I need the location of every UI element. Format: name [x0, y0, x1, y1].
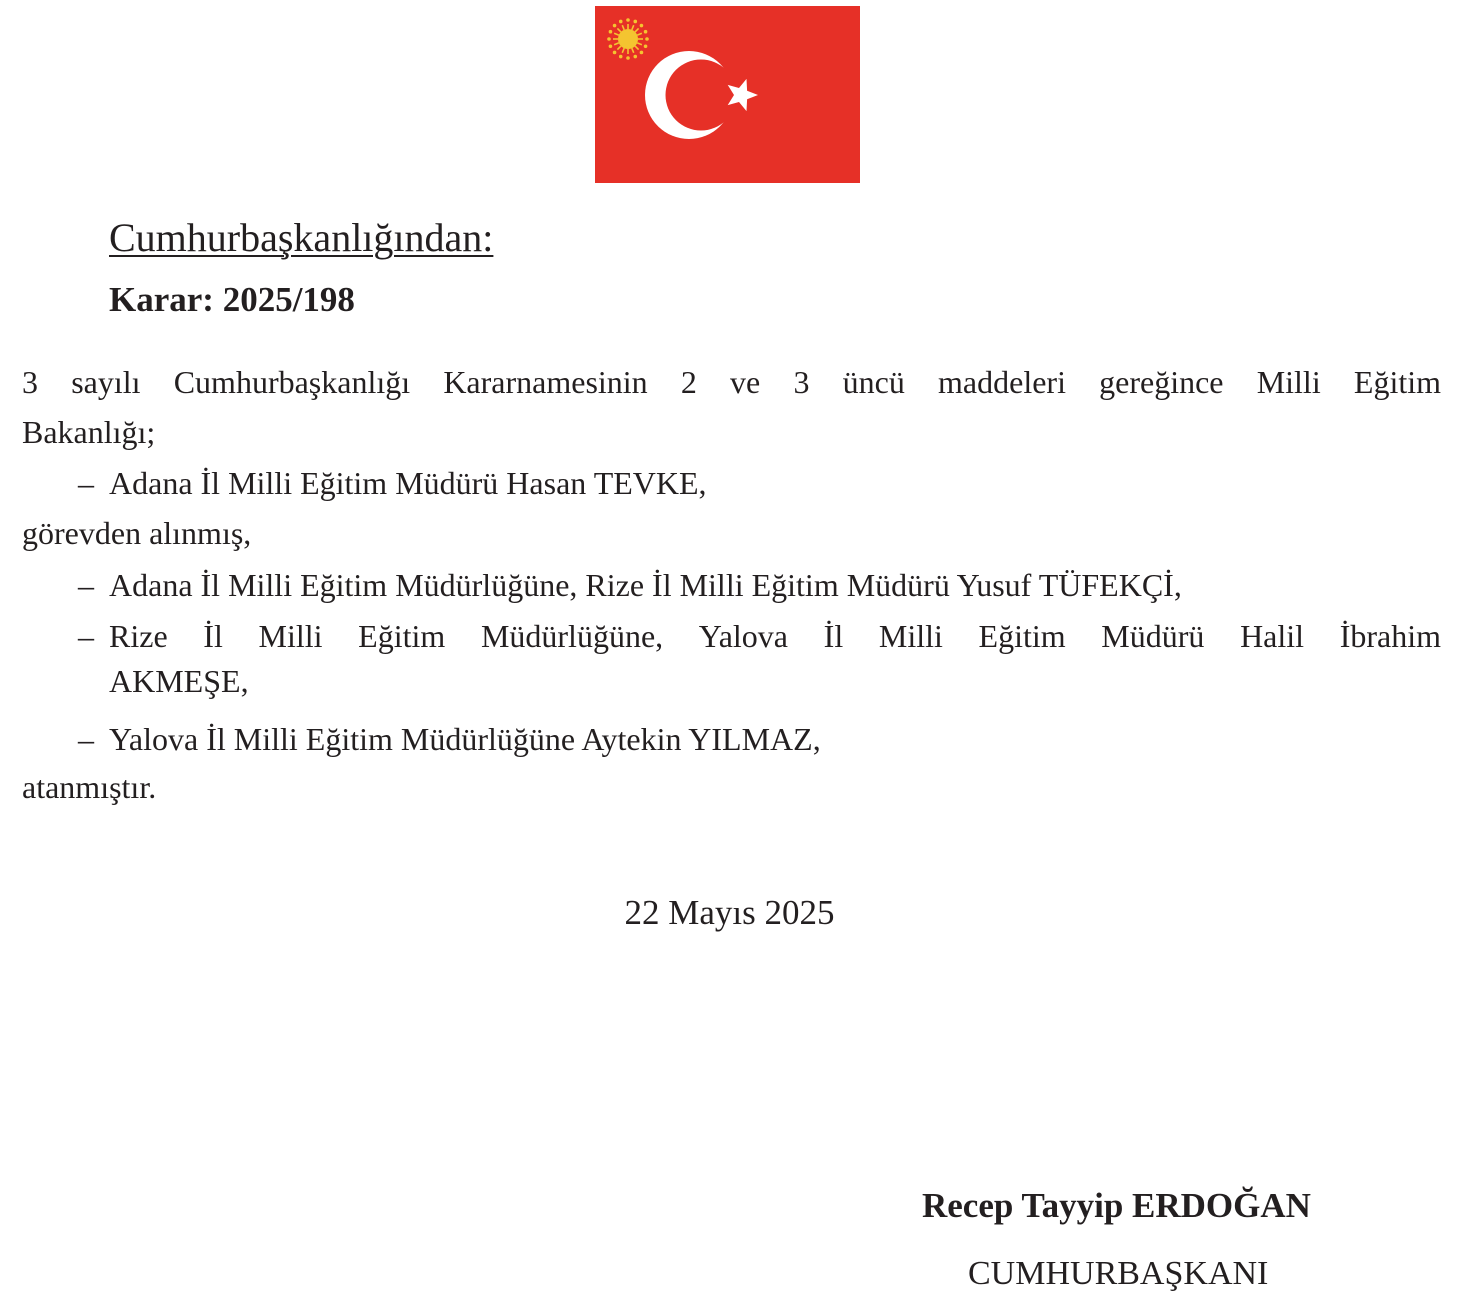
intro-word: gereğince [1099, 364, 1224, 400]
decision-number: Karar: 2025/198 [109, 280, 355, 319]
appointment-item-1 [78, 563, 1441, 608]
emblem-star-icon [619, 55, 623, 59]
appointment-2-word: Eğitim [978, 618, 1066, 654]
intro-word: Milli [1256, 364, 1321, 400]
decision-date: 22 Mayıs 2025 [624, 893, 835, 932]
appointment-2-word: Milli [878, 618, 943, 654]
intro-word: üncü [842, 364, 905, 400]
emblem-star-icon [644, 30, 648, 34]
intro-line-2: Bakanlığı; [22, 414, 156, 450]
intro-word: Kararnamesinin [443, 364, 648, 400]
emblem-star-icon [619, 20, 623, 24]
intro-word: 3 [793, 364, 810, 400]
removal-suffix: görevden alınmış, [22, 515, 252, 551]
appointment-text-2 [109, 614, 1441, 659]
dash-bullet: – [78, 465, 94, 501]
appointment-2-word: Yalova [698, 618, 788, 654]
intro-word: sayılı [71, 364, 141, 400]
removal-item [78, 461, 1441, 506]
intro-line-1 [22, 362, 1441, 402]
signer-title: CUMHURBAŞKANI [968, 1255, 1269, 1292]
intro-word: 2 [680, 364, 697, 400]
emblem-star-icon [633, 55, 637, 59]
removal-text: Adana İl Milli Eğitim Müdürü Hasan TEVKE, [109, 465, 707, 501]
emblem-star-icon [613, 51, 617, 55]
appointment-2-word: Eğitim [358, 618, 446, 654]
emblem-star-icon [613, 24, 617, 28]
emblem-star-icon [607, 37, 611, 41]
appointment-suffix: atanmıştır. [22, 769, 157, 805]
dash-bullet: – [78, 567, 94, 603]
appointment-2-word: Müdürlüğüne, [480, 618, 664, 654]
appointment-2-word: İl [203, 618, 223, 654]
intro-word: Cumhurbaşkanlığı [173, 364, 411, 400]
appointment-item-2 [78, 614, 1441, 704]
emblem-star-icon [609, 30, 613, 34]
appointment-text-1: Adana İl Milli Eğitim Müdürlüğüne, Rize İl Milli Eğitim Müdürü Yusuf TÜFEKÇİ, [109, 567, 1182, 603]
appointment-2-word: İbrahim [1339, 618, 1441, 654]
appointment-2-word: Müdürü [1101, 618, 1205, 654]
emblem-star-icon [644, 44, 648, 48]
presidential-flag-icon [595, 6, 860, 183]
appointment-2-word: İl [823, 618, 844, 654]
issuing-authority: Cumhurbaşkanlığından: [109, 215, 494, 260]
intro-word: ve [730, 364, 761, 400]
intro-word: 3 [22, 364, 38, 400]
appointment-text-2-continued: AKMEŞE, [109, 663, 249, 699]
emblem-star-icon [626, 18, 630, 22]
appointment-2-word: Milli [258, 618, 323, 654]
intro-word: Eğitim [1353, 364, 1441, 400]
emblem-star-icon [609, 44, 613, 48]
emblem-star-icon [645, 37, 649, 41]
appointment-2-word: Halil [1240, 618, 1305, 654]
emblem-star-icon [640, 51, 644, 55]
appointment-text-3: Yalova İl Milli Eğitim Müdürlüğüne Aytekin YILMAZ, [109, 721, 821, 757]
dash-bullet: – [78, 721, 94, 757]
dash-bullet: – [78, 618, 94, 654]
emblem-star-icon [633, 20, 637, 24]
signer-name: Recep Tayyip ERDOĞAN [922, 1186, 1311, 1225]
emblem-star-icon [640, 24, 644, 28]
emblem-star-icon [626, 56, 630, 60]
intro-word: maddeleri [938, 364, 1066, 400]
crescent-inner [666, 60, 737, 131]
appointment-2-word: Rize [109, 618, 168, 654]
appointment-item-3 [78, 717, 1441, 762]
presidential-sun-emblem-icon [607, 18, 649, 60]
